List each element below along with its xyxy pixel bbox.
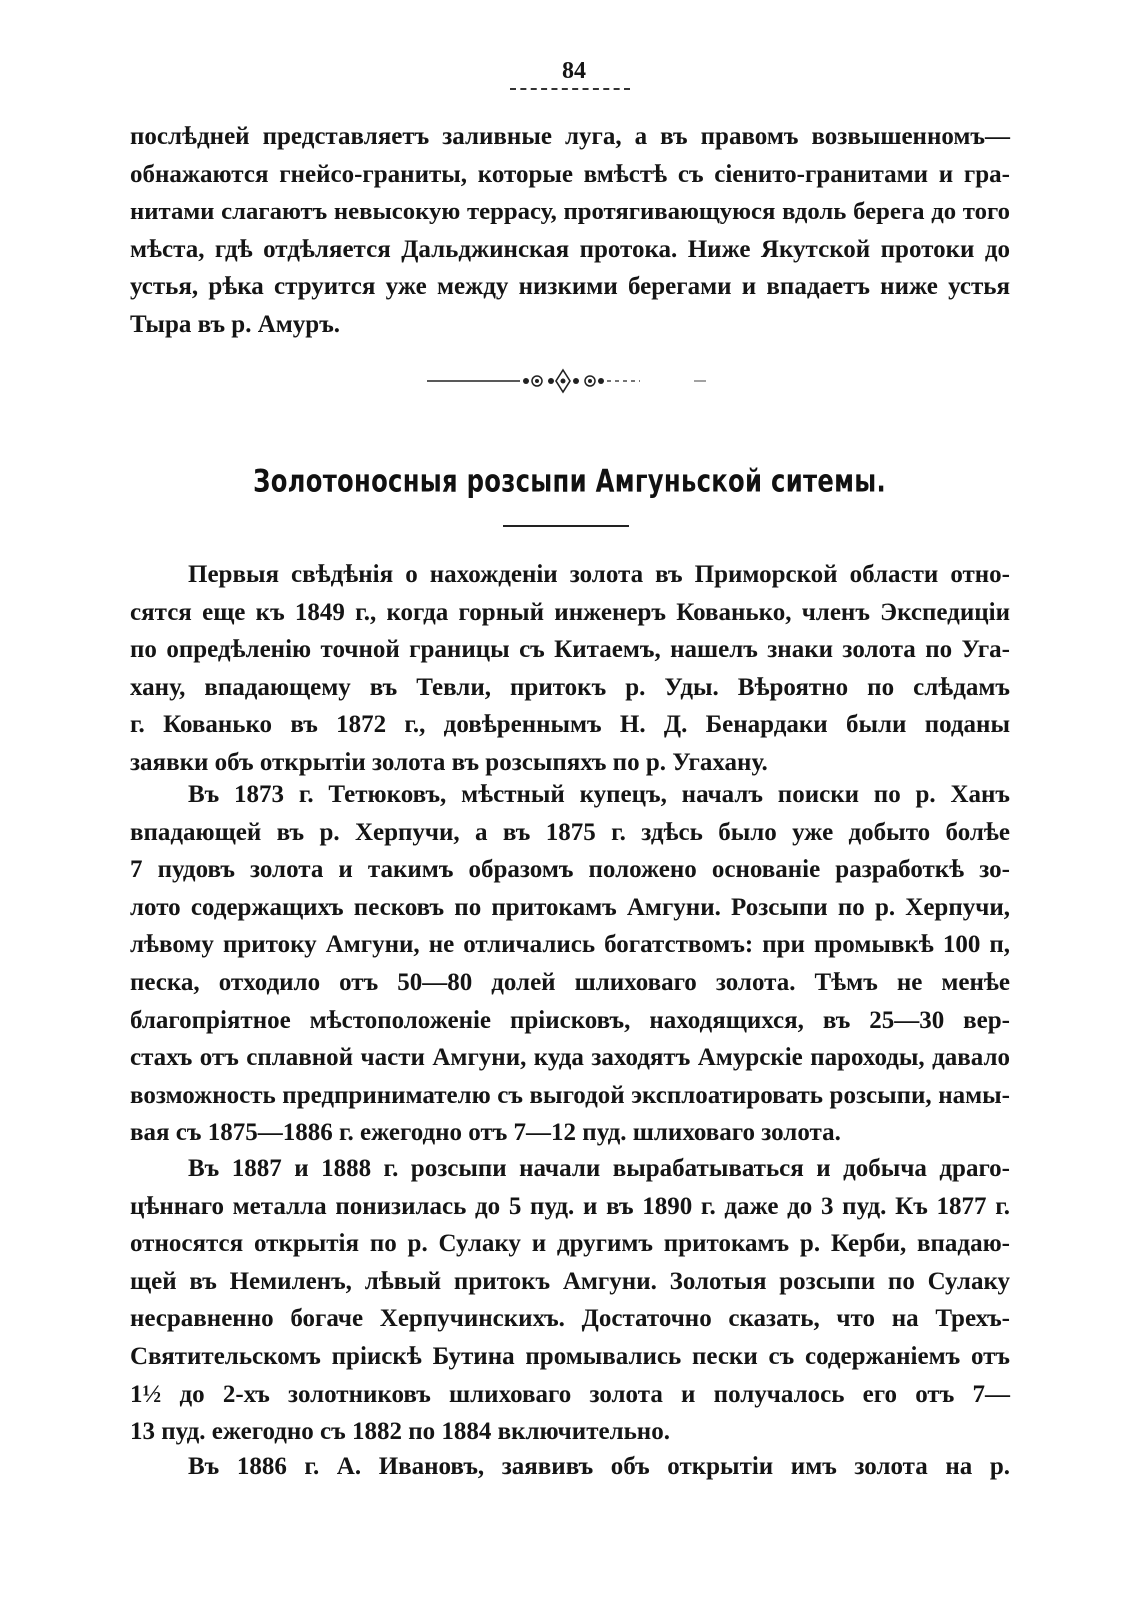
ornament-dot xyxy=(573,378,579,384)
text-line: сятся еще къ 1849 г., когда горный инженеръ Кованько, членъ Экспедиціи xyxy=(130,598,1010,626)
text-line: цѣннаго металла понизилась до 5 пуд. и въ 1890 г. даже до 3 пуд. Къ 1877 г. xyxy=(130,1192,1010,1220)
text-line: устья, рѣка струится уже между низкими берегами и впадаетъ ниже устья xyxy=(130,273,1010,301)
text-line: несравненно богаче Херпучинскихъ. Достаточно сказать, что на Трехъ- xyxy=(130,1305,1010,1333)
text-line: Въ 1886 г. А. Ивановъ, заявивъ объ открытіи имъ золота на р. xyxy=(188,1453,1010,1480)
text-line: обнажаются гнейсо-граниты, которые вмѣстѣ съ сіенито-гранитами и гра- xyxy=(130,160,1010,188)
text-line: мѣста, гдѣ отдѣляется Дальджинская протока. Ниже Якутской протоки до xyxy=(130,235,1010,263)
text-line: вая съ 1875—1886 г. ежегодно отъ 7—12 пуд. шлиховаго золота. xyxy=(130,1119,841,1147)
text-line: впадающей въ р. Херпучи, а въ 1875 г. здѣсь было уже добыто болѣе xyxy=(130,818,1010,846)
paragraph-3 xyxy=(130,1150,1010,1451)
ornament-dot xyxy=(548,378,554,384)
page-number-container xyxy=(0,58,1140,85)
text-line: стахъ отъ сплавной части Амгуни, куда заходятъ Амурскіе пароходы, давало xyxy=(130,1044,1010,1072)
paragraph-top xyxy=(130,118,1010,344)
paragraph-2 xyxy=(130,776,1010,1152)
section-title-rule xyxy=(503,525,629,527)
text-line: по опредѣленію точной границы съ Китаемъ, нашелъ знаки золота по Уга- xyxy=(130,636,1010,664)
paragraph-4 xyxy=(130,1448,1010,1486)
page-number-rule xyxy=(510,88,630,90)
page-number: 84 xyxy=(562,58,586,84)
text-line: щей въ Немиленъ, лѣвый притокъ Амгуни. Золотыя розсыпи по Сулаку xyxy=(130,1267,1010,1295)
text-line: возможность предпринимателю съ выгодой эксплоатировать розсыпи, намы- xyxy=(130,1081,1010,1109)
text-line: песка, отходило отъ 50—80 долей шлиховаго золота. Тѣмъ не менѣе xyxy=(130,968,1010,996)
text-line: 1½ до 2-хъ золотниковъ шлиховаго золота и получалось его отъ 7— xyxy=(130,1380,1010,1408)
text-line: относятся открытія по р. Сулаку и другимъ притокамъ р. Керби, впадаю- xyxy=(130,1230,1010,1258)
ornament-dot xyxy=(523,378,529,384)
text-line: заявки объ открытіи золота въ розсыпяхъ по р. Угахану. xyxy=(130,748,768,776)
text-line: нитами слагаютъ невысокую террасу, протягивающуюся вдоль берега до того xyxy=(130,198,1010,226)
text-line: хану, впадающему въ Тевли, притокъ р. Уды. Вѣроятно по слѣдамъ xyxy=(130,673,1010,701)
section-divider-ornament xyxy=(0,366,1140,396)
section-title: Золотоносныя розсыпи Амгуньской ситемы. xyxy=(253,463,887,500)
text-line: Святительскомъ пріискѣ Бутина промывались пески съ содержаніемъ отъ xyxy=(130,1342,1010,1370)
text-line: 13 пуд. ежегодно съ 1882 по 1884 включительно. xyxy=(130,1418,670,1446)
text-line: послѣдней представляетъ заливные луга, а въ правомъ возвышенномъ— xyxy=(130,123,1010,150)
ornament-dot xyxy=(588,379,592,383)
section-title-container xyxy=(0,463,1140,500)
ornament-dot xyxy=(598,378,604,384)
text-line: г. Кованько въ 1872 г., довѣреннымъ Н. Д. Бенардаки были поданы xyxy=(130,711,1010,739)
text-line: Первыя свѣдѣнія о нахожденіи золота въ Приморской области отно- xyxy=(188,561,1010,588)
text-line: Въ 1887 и 1888 г. розсыпи начали вырабатываться и добыча драго- xyxy=(188,1155,1010,1182)
text-line: Тыра въ р. Амуръ. xyxy=(130,310,341,338)
text-line: 7 пудовъ золота и такимъ образомъ положено основаніе разработкѣ зо- xyxy=(130,856,1010,884)
text-line: лото содержащихъ песковъ по притокамъ Амгуни. Розсыпи по р. Херпучи, xyxy=(130,893,1010,921)
ornament-dot xyxy=(561,379,566,384)
text-line: благопріятное мѣстоположеніе пріисковъ, находящихся, въ 25—30 вер- xyxy=(130,1006,1010,1034)
paragraph-1 xyxy=(130,556,1010,782)
ornament-dot xyxy=(535,379,539,383)
text-line: Въ 1873 г. Тетюковъ, мѣстный купецъ, началъ поиски по р. Ханъ xyxy=(188,781,1010,808)
text-line: лѣвому притоку Амгуни, не отличались богатствомъ: при промывкѣ 100 п, xyxy=(130,931,1010,959)
